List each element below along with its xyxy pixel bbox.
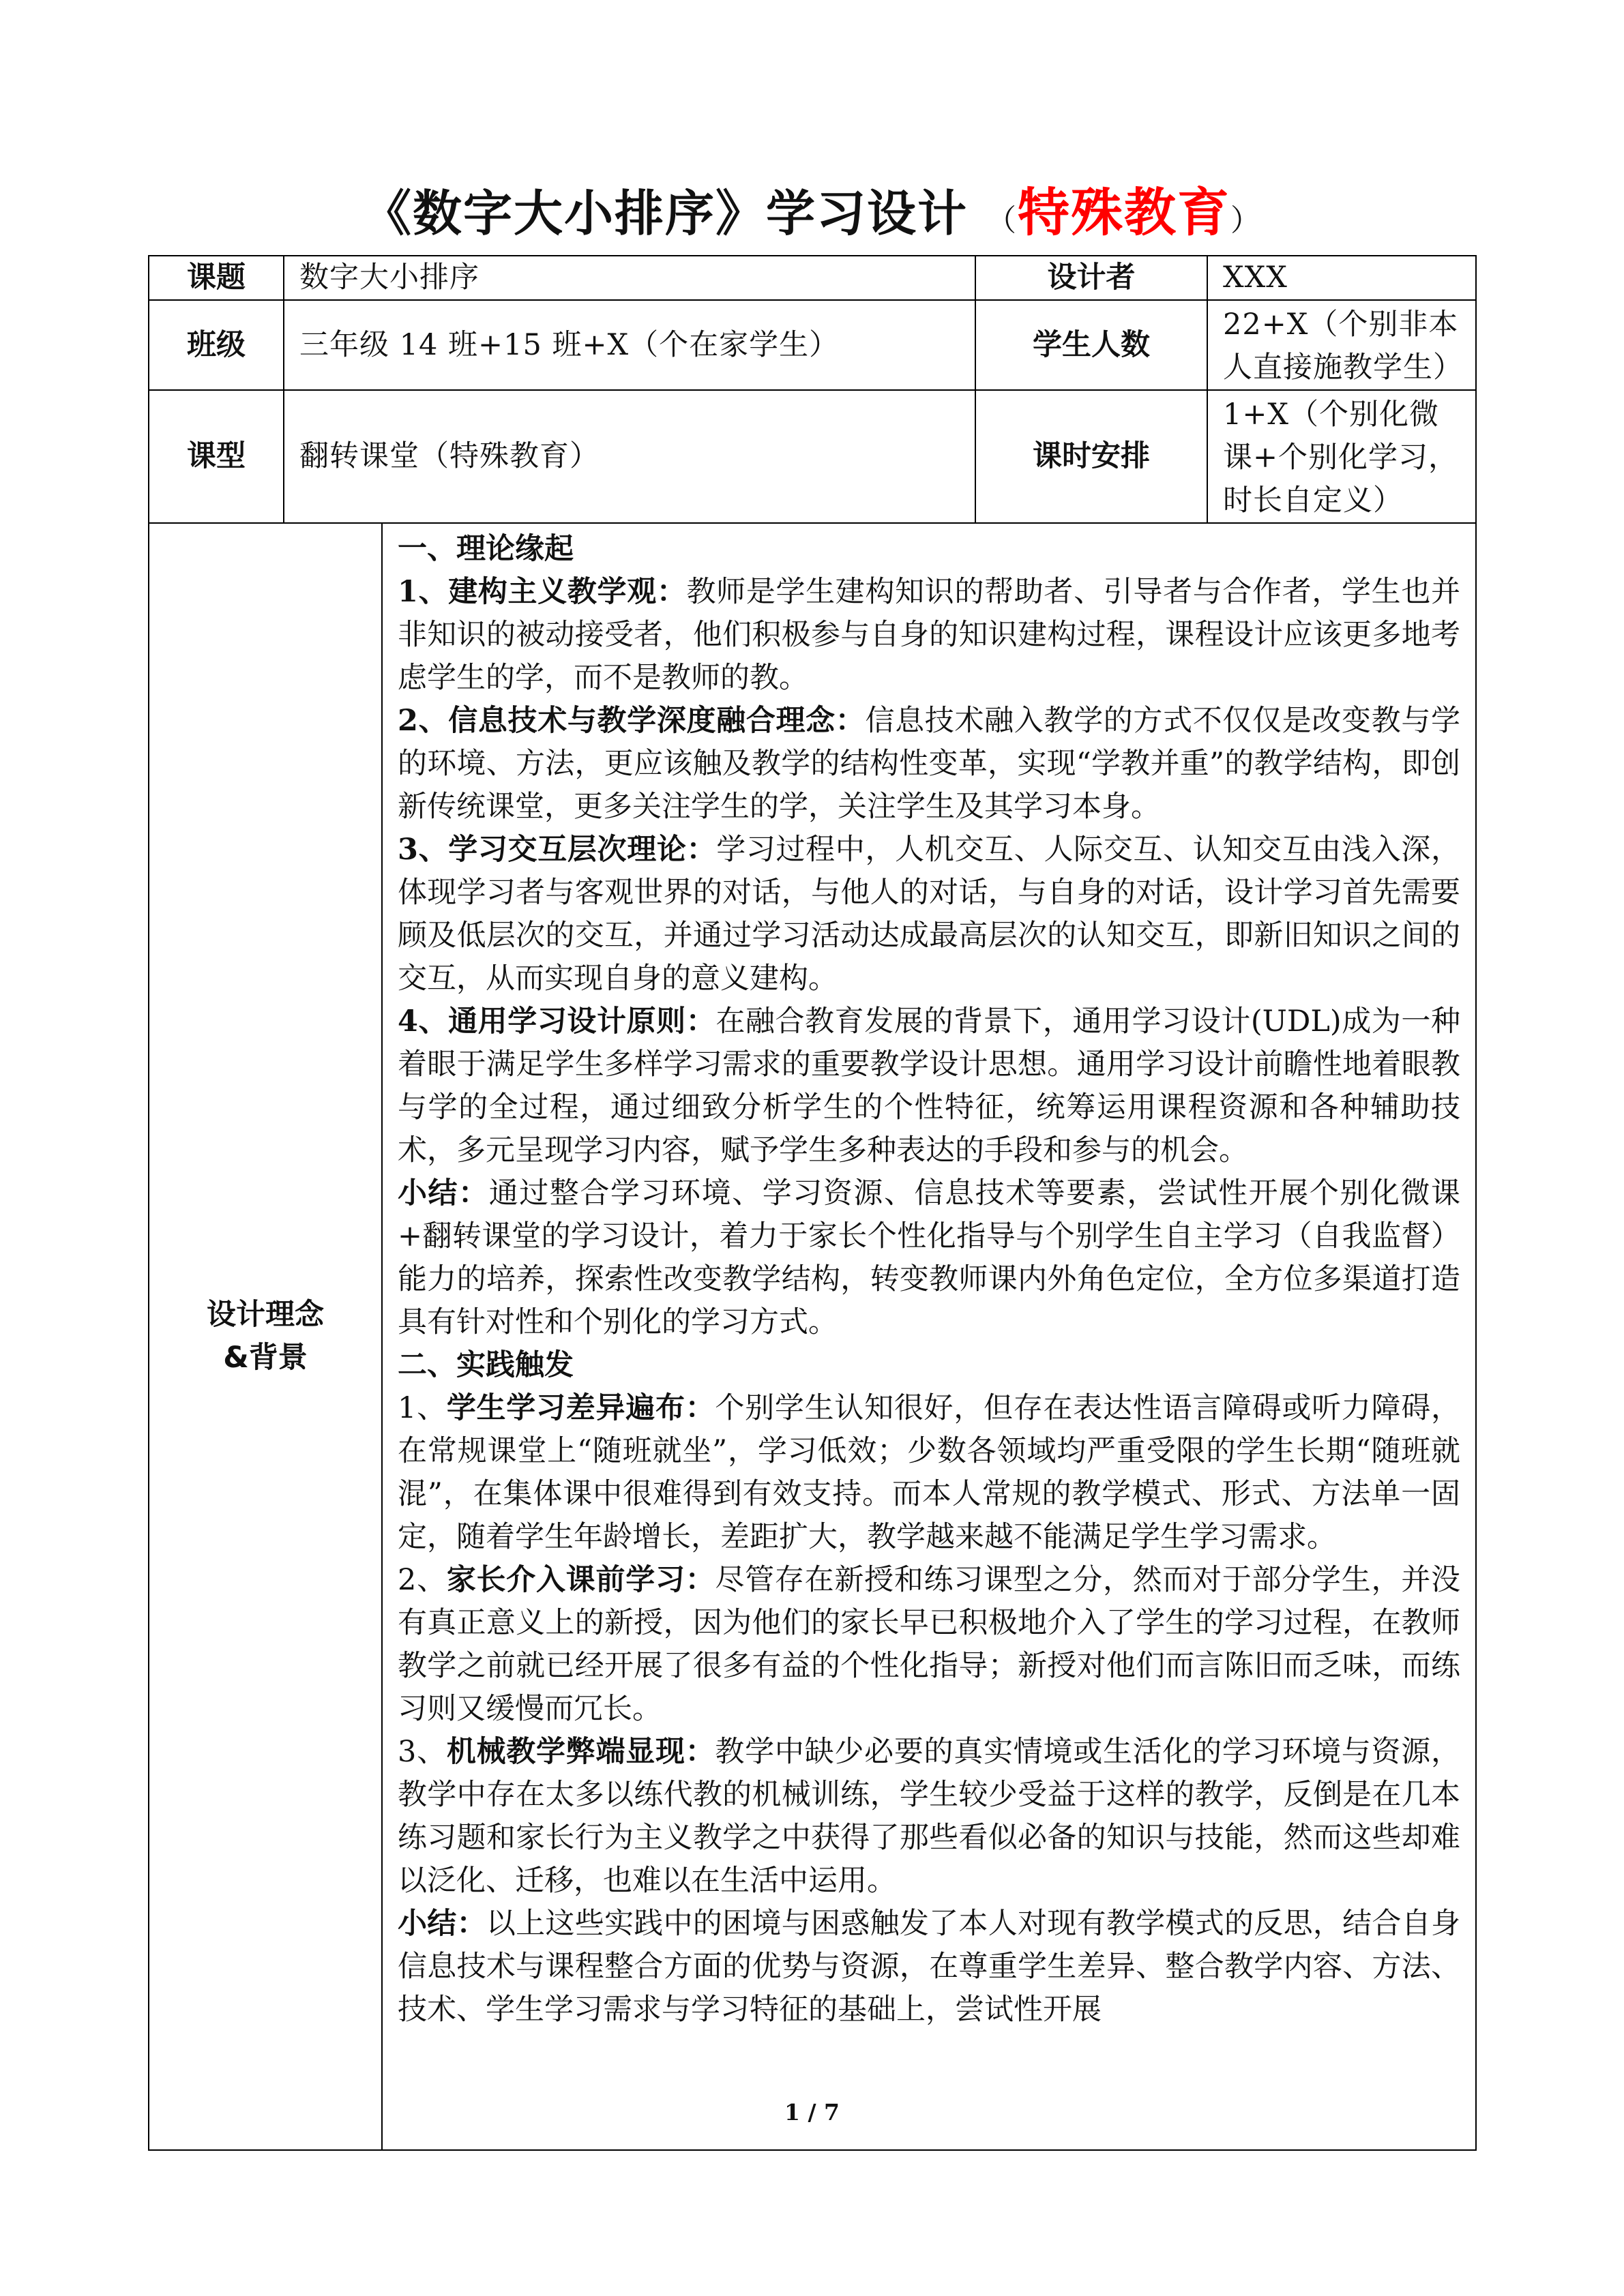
table-row <box>149 390 1476 523</box>
schedule-value: 1+X（个别化微课+个别化学习，时长自定义） <box>1207 390 1476 523</box>
page-number: 1 / 7 <box>784 2099 840 2126</box>
students-label: 学生人数 <box>975 300 1207 390</box>
table-row <box>149 300 1476 390</box>
page-title <box>0 179 1624 255</box>
item-lead: 2、信息技术与教学深度融合理念： <box>398 704 866 738</box>
section-label-line2: &背景 <box>223 1341 308 1375</box>
type-value: 翻转课堂（特殊教育） <box>284 390 975 523</box>
table-row <box>149 256 1476 300</box>
item-text: 通过整合学习环境、学习资源、信息技术等要素，尝试性开展个别化微课+翻转课堂的学习设计，着力于家长个性化指导与个别学生自主学习（自我监督）能力的培养，探索性改变教学结构，转变教师课内外角色定位，全方位多渠道打造具有针对性和个别化的学习方式。 <box>398 1176 1461 1339</box>
title-paren-open: （ <box>986 203 1018 238</box>
designer-value: XXX <box>1207 256 1476 300</box>
item-lead: 学生学习差异遍布： <box>446 1391 715 1425</box>
item-text: 学习过程中，人机交互、人际交互、认知交互由浅入深，体现学习者与客观世界的对话，与他人的对话，与自身的对话，设计学习首先需要顾及低层次的交互，并通过学习活动达成最高层次的认知交互，即新旧知识之间的交互，从而实现自身的意义建构。 <box>398 833 1461 996</box>
item-lead: 1、建构主义教学观： <box>398 575 687 609</box>
item-lead: 小结： <box>398 1176 489 1210</box>
course-label: 课题 <box>149 256 284 300</box>
list-item <box>398 1559 1460 1731</box>
item-text: 尽管存在新授和练习课型之分，然而对于部分学生，并没有真正意义上的新授，因为他们的家长早已积极地介入了学生的学习过程，在教师教学之前就已经开展了很多有益的个性化指导；新授对他们而言陈旧而乏味，而练习则又缓慢而冗长。 <box>398 1563 1461 1726</box>
designer-label: 设计者 <box>975 256 1207 300</box>
list-item <box>398 571 1460 700</box>
item-lead: 机械教学弊端显现： <box>446 1735 715 1769</box>
title-main: 《数字大小排序》学习设计 <box>361 185 968 242</box>
list-item <box>398 1387 1460 1559</box>
schedule-label: 课时安排 <box>975 390 1207 523</box>
design-table <box>148 255 1477 2151</box>
item-text: 以上这些实践中的困境与困惑触发了本人对现有教学模式的反思，结合自身信息技术与课程整合方面的优势与资源，在尊重学生差异、整合教学内容、方法、技术、学生学习需求与学习特征的基础上，尝试性开展 <box>398 1907 1461 2027</box>
item-text: 个别学生认知很好，但存在表达性语言障碍或听力障碍，在常规课堂上“随班就坐”，学习低效；少数各领域均严重受限的学生长期“随班就混”，在集体课中很难得到有效支持。而本人常规的教学模式、形式、方法单一固定，随着学生年龄增长，差距扩大，教学越来越不能满足学生学习需求。 <box>398 1391 1461 1554</box>
item-lead: 3、学习交互层次理论： <box>398 833 717 867</box>
table-row <box>149 523 1476 2150</box>
heading-theory: 一、理论缘起 <box>398 532 574 566</box>
students-value: 22+X（个别非本人直接施教学生） <box>1207 300 1476 390</box>
section-label <box>149 523 382 2150</box>
list-item <box>398 1731 1460 1903</box>
list-item <box>398 1903 1460 2031</box>
item-text: 在融合教育发展的背景下，通用学习设计(UDL)成为一种着眼于满足学生多样学习需求的重要教学设计思想。通用学习设计前瞻性地着眼教与学的全过程，通过细致分析学生的个性特征，统筹运用课程资源和各种辅助技术，多元呈现学习内容，赋予学生多种表达的手段和参与的机会。 <box>398 1004 1460 1167</box>
item-text: 教学中缺少必要的真实情境或生活化的学习环境与资源，教学中存在太多以练代教的机械训练，学生较少受益于这样的教学，反倒是在几本练习题和家长行为主义教学之中获得了那些看似必备的知识与技能，然而这些却难以泛化、迁移，也难以在生活中运用。 <box>398 1735 1461 1898</box>
section-content <box>382 523 1476 2150</box>
course-value: 数字大小排序 <box>284 256 975 300</box>
list-item <box>398 1172 1460 1344</box>
item-lead: 4、通用学习设计原则： <box>398 1004 716 1039</box>
item-lead: 家长介入课前学习： <box>446 1563 715 1597</box>
class-value: 三年级 14 班+15 班+X（个在家学生） <box>284 300 975 390</box>
list-item <box>398 1000 1460 1172</box>
class-label: 班级 <box>149 300 284 390</box>
section-label-line1: 设计理念 <box>207 1298 324 1332</box>
item-text: 信息技术融入教学的方式不仅仅是改变教与学的环境、方法，更应该触及教学的结构性变革，实现“学教并重”的教学结构，即创新传统课堂，更多关注学生的学，关注学生及其学习本身。 <box>398 704 1461 824</box>
item-num: 3、 <box>398 1735 447 1769</box>
item-num: 2、 <box>398 1563 447 1597</box>
item-lead: 小结： <box>398 1907 486 1941</box>
list-item <box>398 829 1460 1000</box>
item-text: 教师是学生建构知识的帮助者、引导者与合作者，学生也并非知识的被动接受者，他们积极参与自身的知识建构过程，课程设计应该更多地考虑学生的学，而不是教师的教。 <box>398 575 1460 695</box>
title-highlight: 特殊教育 <box>1018 182 1231 243</box>
list-item <box>398 700 1460 829</box>
type-label: 课型 <box>149 390 284 523</box>
item-num: 1、 <box>398 1391 447 1425</box>
heading-practice: 二、实践触发 <box>398 1348 574 1382</box>
title-paren-close: ） <box>1230 203 1263 238</box>
